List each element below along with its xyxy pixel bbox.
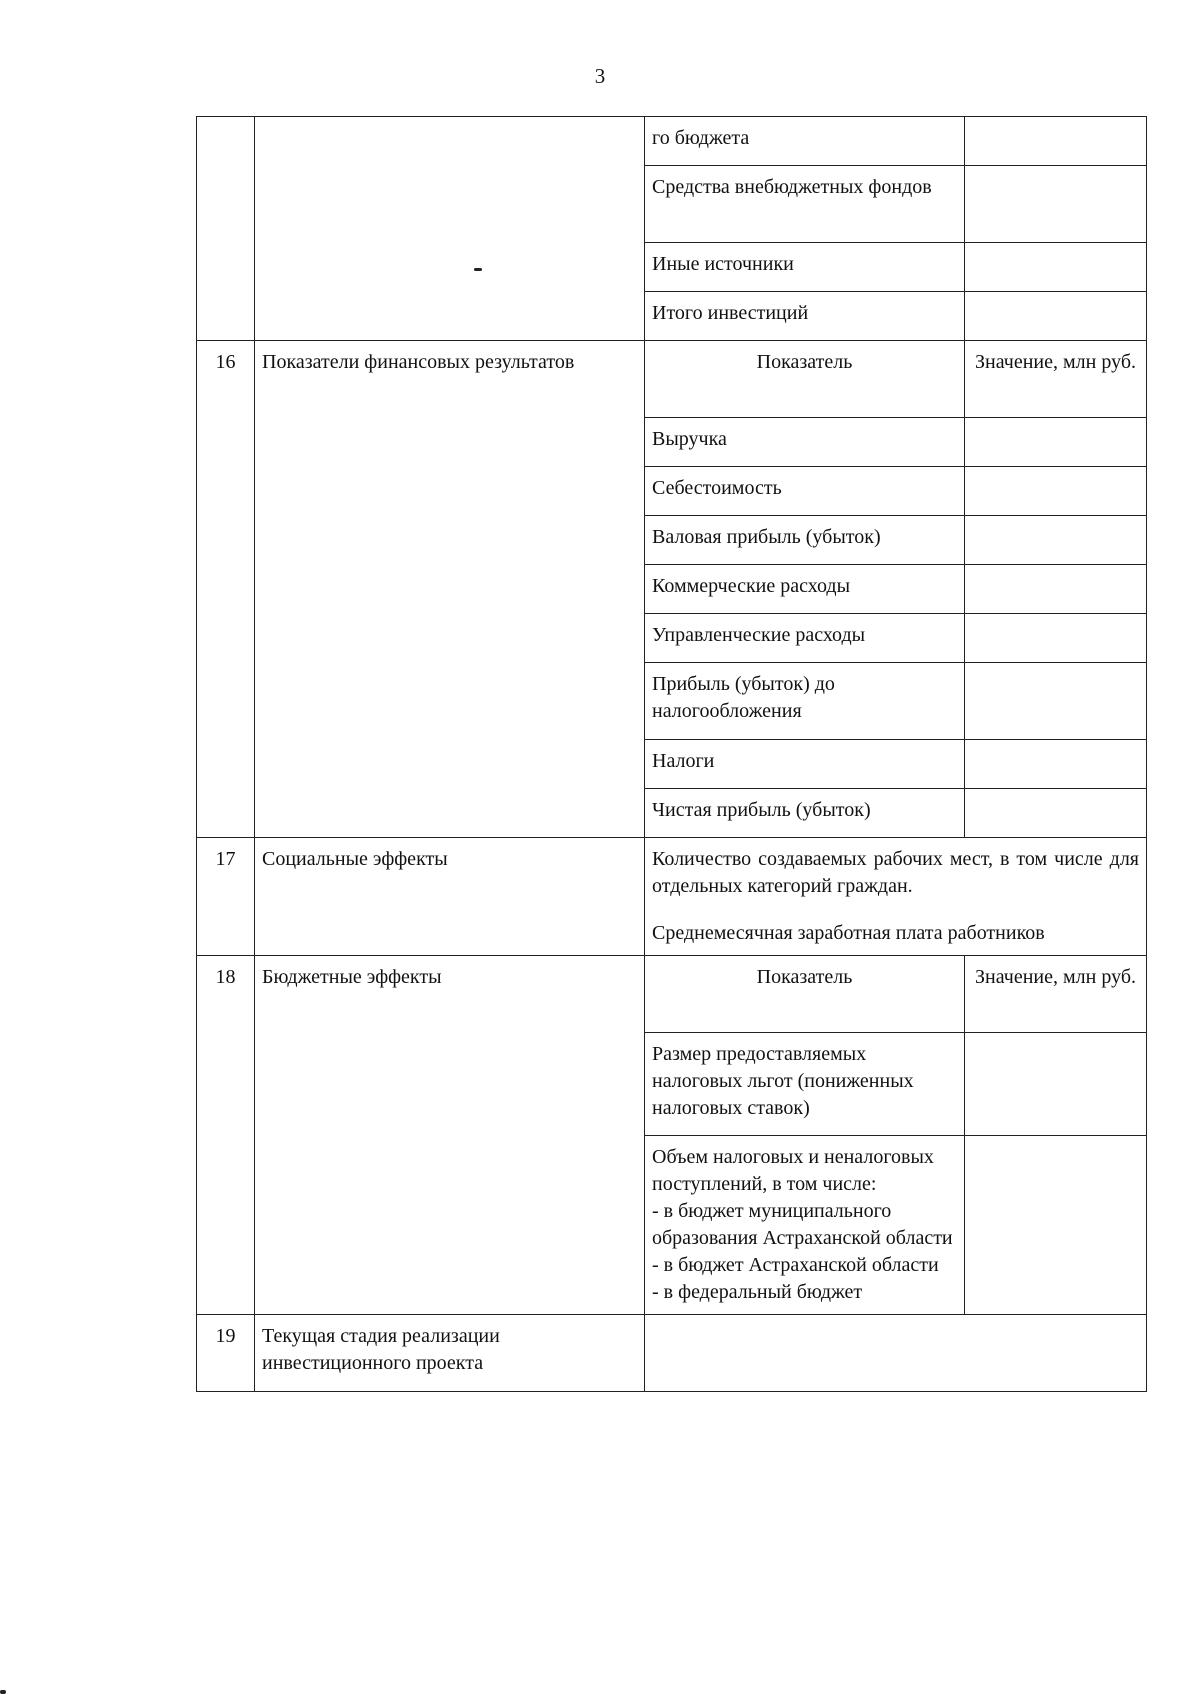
continuation-title-cell (255, 117, 645, 341)
indicator-name: Себестоимость (645, 467, 965, 516)
continuation-row (197, 117, 1147, 166)
indicator-name: Чистая прибыль (убыток) (645, 789, 965, 838)
indicator-name: Выручка (645, 418, 965, 467)
row-17 (197, 838, 1147, 956)
value-header: Значение, млн руб. (965, 956, 1147, 1033)
continuation-item: го бюджета (645, 117, 965, 166)
continuation-item: Средства внебюджетных фондов (645, 166, 965, 243)
indicator-value (965, 1136, 1147, 1315)
value-header: Значение, млн руб. (965, 341, 1147, 418)
row-number: 16 (197, 341, 255, 838)
row-number: 17 (197, 838, 255, 956)
sub-item: - в бюджет Астраханской области (652, 1254, 939, 1276)
indicator-value (965, 1033, 1147, 1136)
row-title: Социальные эффекты (255, 838, 645, 956)
row-18 (197, 956, 1147, 1033)
social-effects-text: Среднемесячная заработная плата работников (652, 922, 1045, 944)
indicator-header: Показатель (645, 956, 965, 1033)
row-title: Показатели финансовых результатов (255, 341, 645, 838)
continuation-value (965, 117, 1147, 166)
current-stage-value (645, 1315, 1147, 1392)
indicator-name: Коммерческие расходы (645, 565, 965, 614)
indicator-value (965, 516, 1147, 565)
continuation-value (965, 292, 1147, 341)
row-number: 18 (197, 956, 255, 1315)
indicator-name: Управленческие расходы (645, 614, 965, 663)
indicator-value (965, 740, 1147, 789)
continuation-item: Итого инвестиций (645, 292, 965, 341)
indicator-value (965, 467, 1147, 516)
indicator-value (965, 614, 1147, 663)
indicator-text: Объем налоговых и неналоговых поступлений, в том числе: (652, 1146, 934, 1195)
row-19 (197, 1315, 1147, 1392)
project-passport-table (196, 116, 1147, 1392)
indicator-value (965, 663, 1147, 740)
row-16 (197, 341, 1147, 418)
scan-speck (0, 1690, 6, 1694)
scan-speck (474, 268, 482, 271)
indicator-name (645, 1136, 965, 1315)
indicator-value (965, 789, 1147, 838)
sub-item: - в бюджет муниципального образования Астраханской области (652, 1200, 953, 1249)
page-number: 3 (594, 64, 606, 88)
row-title: Текущая стадия реализации инвестиционного проекта (255, 1315, 645, 1392)
continuation-num-cell (197, 117, 255, 341)
indicator-name: Размер предоставляемых налоговых льгот (пониженных налоговых ставок) (645, 1033, 965, 1136)
sub-item: - в федеральный бюджет (652, 1281, 863, 1303)
indicator-name: Валовая прибыль (убыток) (645, 516, 965, 565)
continuation-value (965, 166, 1147, 243)
indicator-name: Налоги (645, 740, 965, 789)
indicator-header: Показатель (645, 341, 965, 418)
indicator-value (965, 565, 1147, 614)
indicator-value (965, 418, 1147, 467)
social-effects-cell (645, 838, 1147, 956)
row-number: 19 (197, 1315, 255, 1392)
continuation-item: Иные источники (645, 243, 965, 292)
social-effects-text: Количество создаваемых рабочих мест, в том числе для отдельных категорий граждан. (652, 848, 1139, 897)
indicator-name: Прибыль (убыток) до налогообложения (645, 663, 965, 740)
row-title: Бюджетные эффекты (255, 956, 645, 1315)
continuation-value (965, 243, 1147, 292)
